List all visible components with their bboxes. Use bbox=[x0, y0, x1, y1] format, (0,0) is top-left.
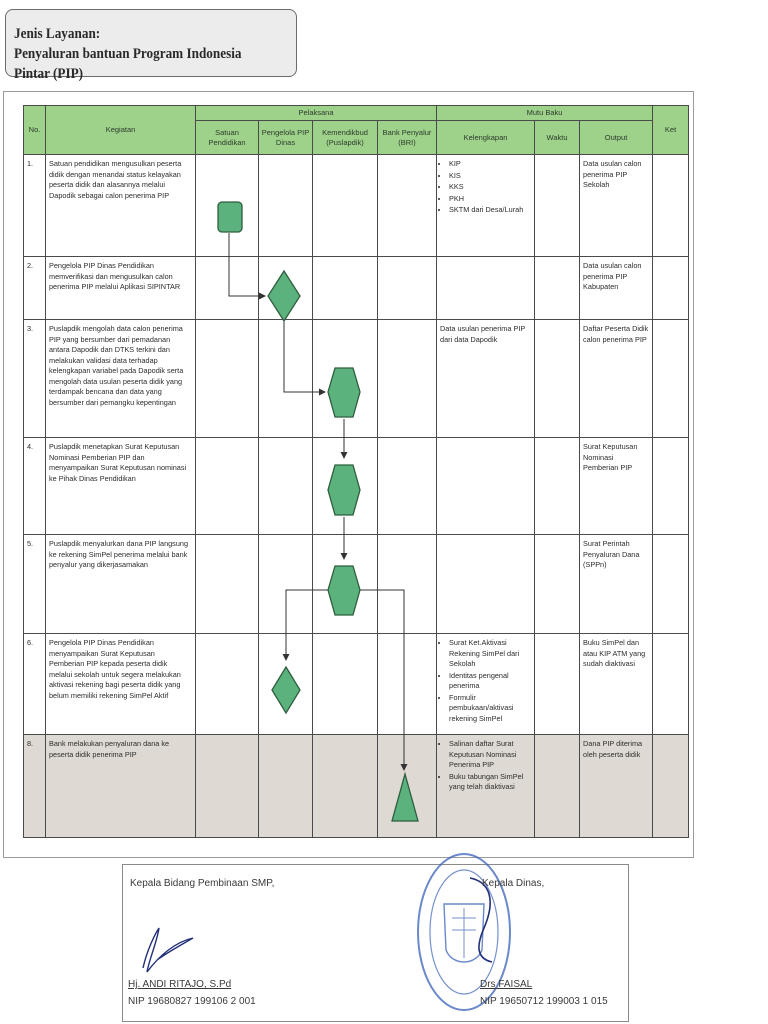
left-signer-nip: NIP 19680827 199106 2 001 bbox=[128, 996, 256, 1007]
col-kelengkapan-header: Kelengkapan bbox=[437, 121, 535, 155]
row-kelengkapan bbox=[437, 735, 535, 838]
kelengkapan-item: • Buku tabungan SimPel yang telah diaktivasi bbox=[449, 772, 531, 793]
left-signature-icon bbox=[135, 920, 205, 980]
row-number: 2. bbox=[24, 257, 46, 320]
row-kelengkapan bbox=[437, 438, 535, 535]
col-dinas-header: Pengelola PIP Dinas bbox=[259, 121, 313, 155]
left-signer-name: Hj. ANDI RITAJO, S.Pd bbox=[128, 979, 232, 990]
kelengkapan-item: • PKH bbox=[449, 194, 531, 205]
row-number: 8. bbox=[24, 735, 46, 838]
kelengkapan-item: • KIP bbox=[449, 159, 531, 170]
kelengkapan-item: • Salinan daftar Surat Keputusan Nominasi Penerima PIP bbox=[449, 739, 531, 771]
row-kelengkapan bbox=[437, 535, 535, 634]
row-kegiatan: Satuan pendidikan mengusulkan peserta didik dengan menandai status kelayakan peserta didik dan alasannya melalui Dapodik sebagai calon penerima PIP bbox=[46, 155, 196, 257]
service-type-box bbox=[5, 9, 297, 82]
mutu-baku-group-header: Mutu Baku bbox=[437, 106, 653, 121]
left-signer-position: Kepala Bidang Pembinaan SMP, bbox=[130, 878, 275, 889]
row-kelengkapan bbox=[437, 155, 535, 257]
table-row bbox=[24, 535, 689, 634]
row-output: Surat Keputusan Nominasi Pemberian PIP bbox=[580, 438, 653, 535]
row-kegiatan: Pengelola PIP Dinas Pendidikan memverifikasi dan mengusulkan calon penerima PIP melalui Aplikasi SIPINTAR bbox=[46, 257, 196, 320]
table-row bbox=[24, 320, 689, 438]
row-kegiatan: Bank melakukan penyaluran dana ke peserta didik penerima PIP bbox=[46, 735, 196, 838]
table-row bbox=[24, 257, 689, 320]
row-kegiatan: Puslapdik menyalurkan dana PIP langsung ke rekening SimPel penerima melalui bank penyalur yang dikerjasamakan bbox=[46, 535, 196, 634]
row-number: 4. bbox=[24, 438, 46, 535]
row-output: Data usulan calon penerima PIP Sekolah bbox=[580, 155, 653, 257]
row-kelengkapan: Data usulan penerima PIP dari data Dapodik bbox=[437, 320, 535, 438]
kelengkapan-item: • Identitas pengenal penerima bbox=[449, 671, 531, 692]
table-row bbox=[24, 438, 689, 535]
row-number: 5. bbox=[24, 535, 46, 634]
right-signer-nip: NIP 19650712 199003 1 015 bbox=[480, 996, 608, 1007]
row-kegiatan: Puslapdik mengolah data calon penerima PIP yang bersumber dari pemadanan antara Dapodik dan DTKS terkini dan melakukan validasi data terhadap kelengkapan variabel pada Dapodik serta mengolah data usulan peserta didik yang terdampak bencana dan data yang bersumber dari pemangku kepentingan bbox=[46, 320, 196, 438]
col-output-header: Output bbox=[580, 121, 653, 155]
kelengkapan-item: • Formulir pembukaan/aktivasi rekening SimPel bbox=[449, 693, 531, 725]
col-ket-header: Ket bbox=[653, 106, 689, 155]
pelaksana-group-header: Pelaksana bbox=[196, 106, 437, 121]
row-output: Daftar Peserta Didik calon penerima PIP bbox=[580, 320, 653, 438]
row-kegiatan: Pengelola PIP Dinas Pendidikan menyampaikan Surat Keputusan Pemberian PIP kepada peserta didik melalui sekolah untuk segera melakukan aktivasi rekening bagi peserta didik yang belum memiliki rekening SimPel Aktif bbox=[46, 634, 196, 735]
kelengkapan-item: • Surat Ket.Aktivasi Rekening SimPel dari Sekolah bbox=[449, 638, 531, 670]
col-no-header: No. bbox=[24, 106, 46, 155]
kelengkapan-item: • KKS bbox=[449, 182, 531, 193]
table-row bbox=[24, 735, 689, 838]
row-kelengkapan bbox=[437, 634, 535, 735]
col-waktu-header: Waktu bbox=[535, 121, 580, 155]
row-number: 1. bbox=[24, 155, 46, 257]
right-signer-name: Drs FAISAL bbox=[480, 979, 533, 990]
col-satuan-header: Satuan Pendidikan bbox=[196, 121, 259, 155]
table-row bbox=[24, 155, 689, 257]
row-number: 6. bbox=[24, 634, 46, 735]
row-output: Dana PIP diterima oleh peserta didik bbox=[580, 735, 653, 838]
sop-flow-table bbox=[23, 105, 689, 838]
row-kegiatan: Puslapdik menetapkan Surat Keputusan Nominasi Pemberian PIP dan menyampaikan Surat Keputusan nominasi ke Pihak Dinas Pendidikan bbox=[46, 438, 196, 535]
col-puslapdik-header: Kemendikbud (Puslapdik) bbox=[313, 121, 378, 155]
table-row bbox=[24, 634, 689, 735]
col-kegiatan-header: Kegiatan bbox=[46, 106, 196, 155]
service-type-label: Jenis Layanan: bbox=[14, 26, 101, 42]
row-number: 3. bbox=[24, 320, 46, 438]
row-output: Buku SimPel dan atau KIP ATM yang sudah diaktivasi bbox=[580, 634, 653, 735]
row-output: Data usulan calon penerima PIP Kabupaten bbox=[580, 257, 653, 320]
row-output: Surat Perintah Penyaluran Dana (SPPn) bbox=[580, 535, 653, 634]
row-kelengkapan bbox=[437, 257, 535, 320]
service-title: Penyaluran bantuan Program Indonesia Pintar (PIP) bbox=[14, 46, 242, 82]
official-stamp-icon bbox=[412, 838, 524, 1022]
right-signer-position: Kepala Dinas, bbox=[482, 878, 545, 889]
kelengkapan-item: • KIS bbox=[449, 171, 531, 182]
kelengkapan-item: • SKTM dari Desa/Lurah bbox=[449, 205, 531, 216]
col-bank-header: Bank Penyalur (BRI) bbox=[378, 121, 437, 155]
